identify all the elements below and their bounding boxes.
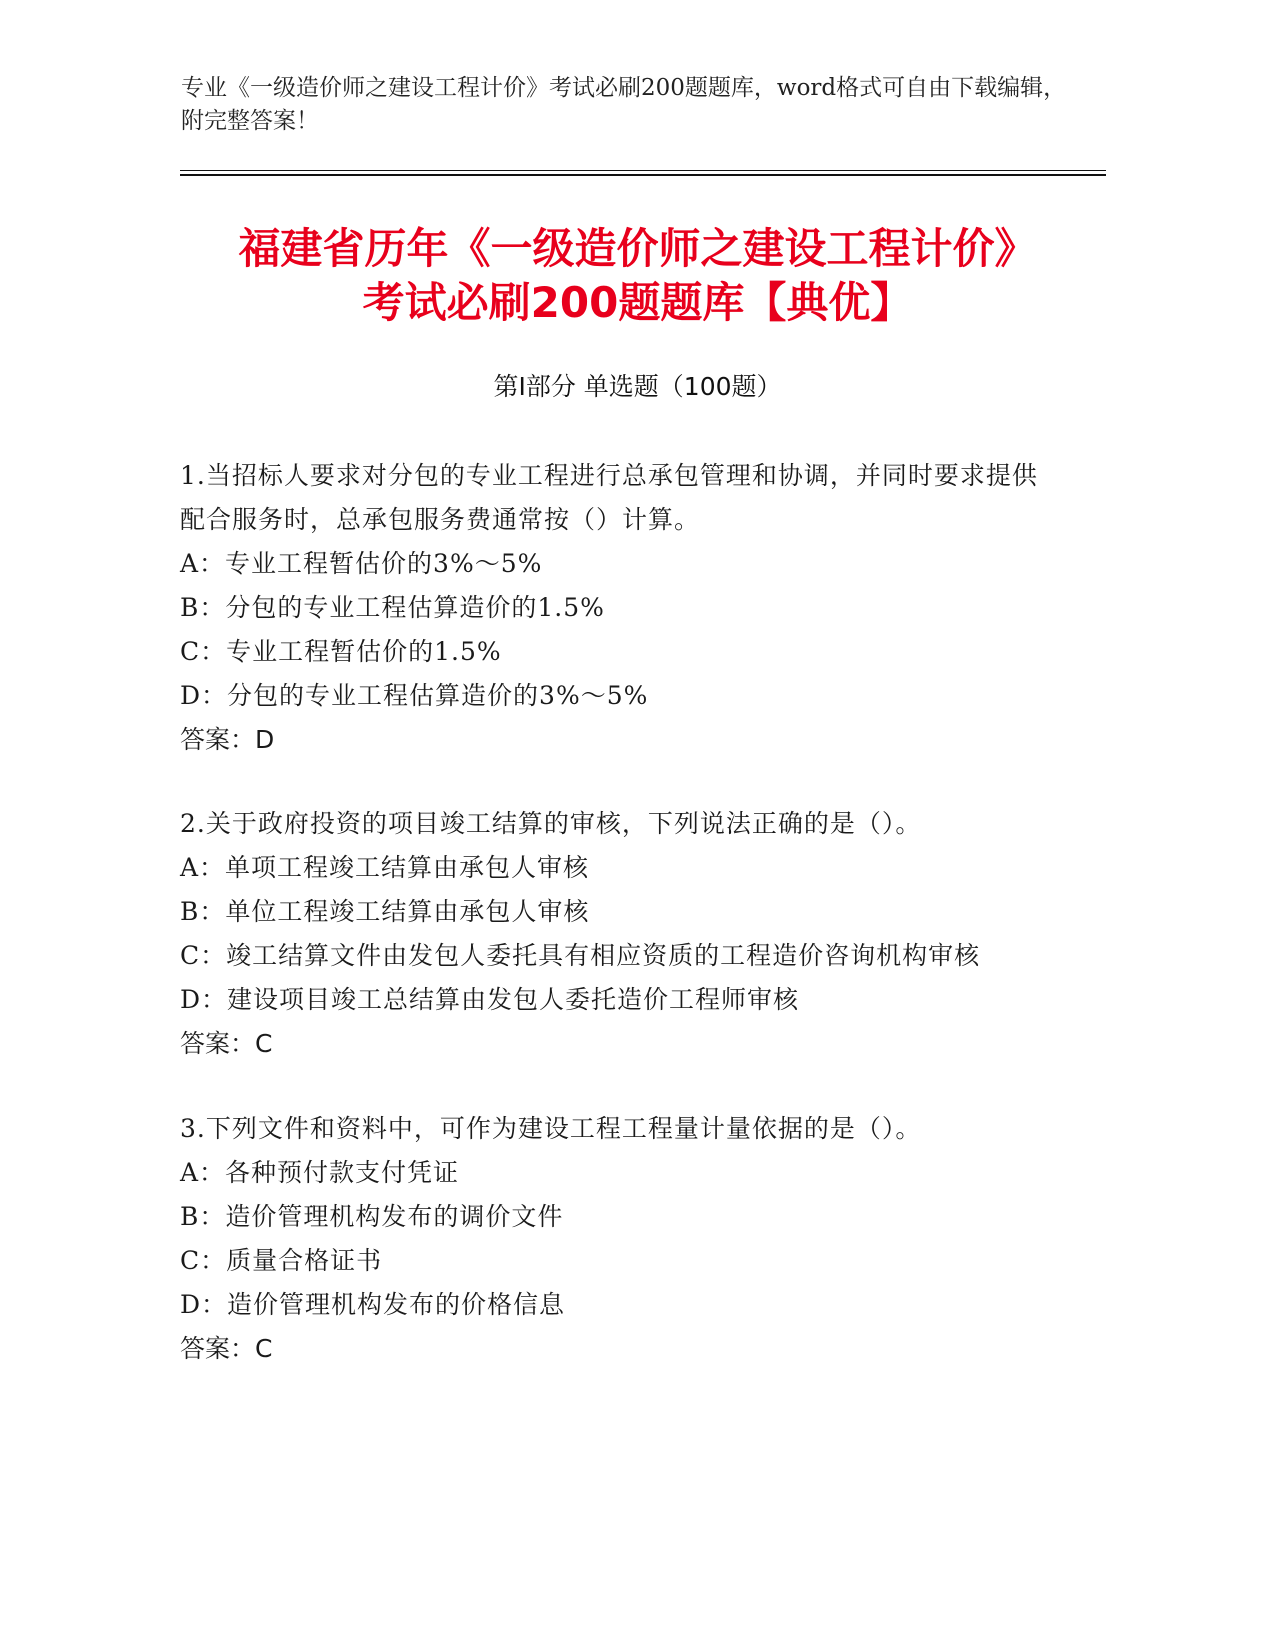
question-stem: 2.关于政府投资的项目竣工结算的审核，下列说法正确的是（）。 <box>180 809 922 838</box>
question-answer: 答案：D <box>180 725 275 754</box>
question-option-a: A：专业工程暂估价的3%～5% <box>180 549 543 578</box>
question-3 <box>180 1107 1040 1371</box>
question-option-b: B：造价管理机构发布的调价文件 <box>180 1202 564 1231</box>
header-divider-thick <box>180 174 1106 176</box>
question-option-b: B：分包的专业工程估算造价的1.5% <box>180 593 605 622</box>
question-1 <box>180 454 1040 762</box>
section-heading: 第Ⅰ部分 单选题（100题） <box>493 372 782 401</box>
question-option-d: D：建设项目竣工总结算由发包人委托造价工程师审核 <box>180 985 800 1014</box>
question-option-c: C：质量合格证书 <box>180 1246 383 1275</box>
question-option-d: D：造价管理机构发布的价格信息 <box>180 1290 566 1319</box>
question-stem: 1.当招标人要求对分包的专业工程进行总承包管理和协调，并同时要求提供配合服务时，总承包服务费通常按（）计算。 <box>180 461 1038 534</box>
question-answer: 答案：C <box>180 1029 273 1058</box>
document-title-line-2: 考试必刷200题题库【典优】 <box>362 278 913 327</box>
question-answer: 答案：C <box>180 1334 273 1363</box>
question-stem: 3.下列文件和资料中，可作为建设工程工程量计量依据的是（）。 <box>180 1114 922 1143</box>
question-option-a: A：各种预付款支付凭证 <box>180 1158 460 1187</box>
document-title-line-1: 福建省历年《一级造价师之建设工程计价》 <box>238 224 1037 273</box>
header-note: 专业《一级造价师之建设工程计价》考试必刷200题题库，word格式可自由下载编辑，附完整答案！ <box>181 75 1067 134</box>
document-title <box>120 222 1155 330</box>
question-option-c: C：专业工程暂估价的1.5% <box>180 637 502 666</box>
question-2 <box>180 802 1040 1066</box>
question-option-b: B：单位工程竣工结算由承包人审核 <box>180 897 590 926</box>
question-option-d: D：分包的专业工程估算造价的3%～5% <box>180 681 649 710</box>
header-divider-thin <box>180 170 1106 171</box>
question-option-a: A：单项工程竣工结算由承包人审核 <box>180 853 590 882</box>
question-option-c: C：竣工结算文件由发包人委托具有相应资质的工程造价咨询机构审核 <box>180 941 981 970</box>
